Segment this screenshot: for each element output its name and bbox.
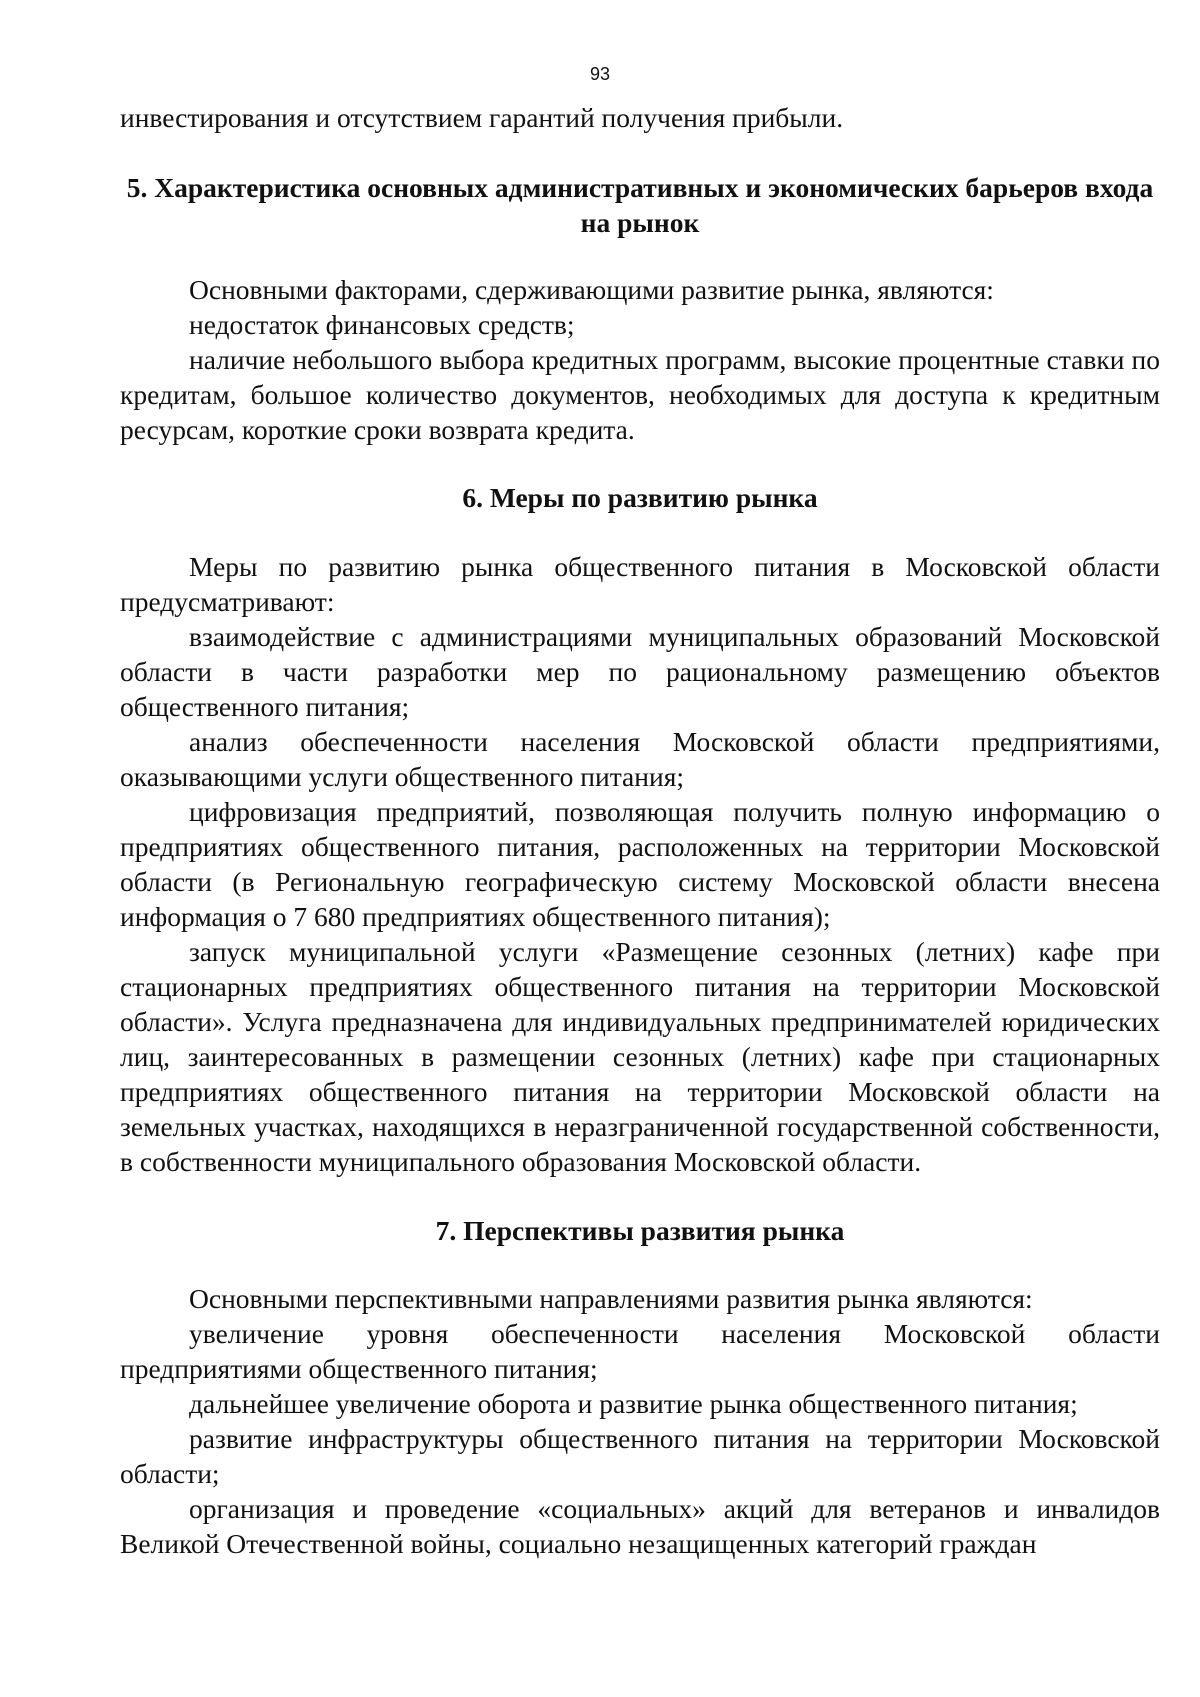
section-5-title: 5. Характеристика основных административных и экономических барьеров входа на рынок [126, 172, 1154, 238]
section-7-title: 7. Перспективы развития рынка [435, 1215, 845, 1246]
paragraph: увеличение уровня обеспеченности населения Московской области предприятиями общественного питания; [120, 1318, 1160, 1384]
paragraph: развитие инфраструктуры общественного питания на территории Московской области; [120, 1423, 1160, 1489]
paragraph: организация и проведение «социальных» акций для ветеранов и инвалидов Великой Отечественной войны, социально незащищенных категорий граждан [120, 1493, 1160, 1559]
paragraph: Основными перспективными направлениями развития рынка являются: [189, 1283, 1033, 1314]
paragraph: недостаток финансовых средств; [189, 309, 575, 340]
section-5-body [120, 272, 1160, 447]
paragraph: цифровизация предприятий, позволяющая получить полную информацию о предприятиях общественного питания, расположенных на территории Московской области (в Региональную географическую систему Московской области внесена информация о 7 680 предприятиях общественного питания); [120, 796, 1160, 932]
section-6-body [120, 549, 1160, 1179]
paragraph: Меры по развитию рынка общественного питания в Московской области предусматривают: [120, 551, 1160, 617]
paragraph: Основными факторами, сдерживающими развитие рынка, являются: [189, 274, 994, 305]
paragraph: взаимодействие с администрациями муниципальных образований Московской области в части разработки мер по рациональному размещению объектов общественного питания; [120, 621, 1160, 722]
section-7-body [120, 1281, 1160, 1561]
paragraph: анализ обеспеченности населения Московской области предприятиями, оказывающими услуги общественного питания; [120, 726, 1160, 792]
paragraph: наличие небольшого выбора кредитных программ, высокие процентные ставки по кредитам, большое количество документов, необходимых для доступа к кредитным ресурсам, короткие сроки возврата кредита. [120, 344, 1160, 445]
paragraph: запуск муниципальной услуги «Размещение сезонных (летних) кафе при стационарных предприятиях общественного питания на территории Московской области». Услуга предназначена для индивидуальных предпринимателей юридических лиц, заинтересованных в размещении сезонных (летних) кафе при стационарных предприятиях общественного питания на территории Московской области на земельных участках, находящихся в неразграниченной государственной собственности, в собственности муниципального образования Московской области. [120, 936, 1160, 1177]
page-number: 93 [589, 64, 611, 84]
intro-continuation: инвестирования и отсутствием гарантий получения прибыли. [120, 102, 844, 133]
paragraph: дальнейшее увеличение оборота и развитие рынка общественного питания; [189, 1388, 1078, 1419]
document-body [120, 100, 1160, 1561]
section-6-title: 6. Меры по развитию рынка [462, 482, 818, 513]
